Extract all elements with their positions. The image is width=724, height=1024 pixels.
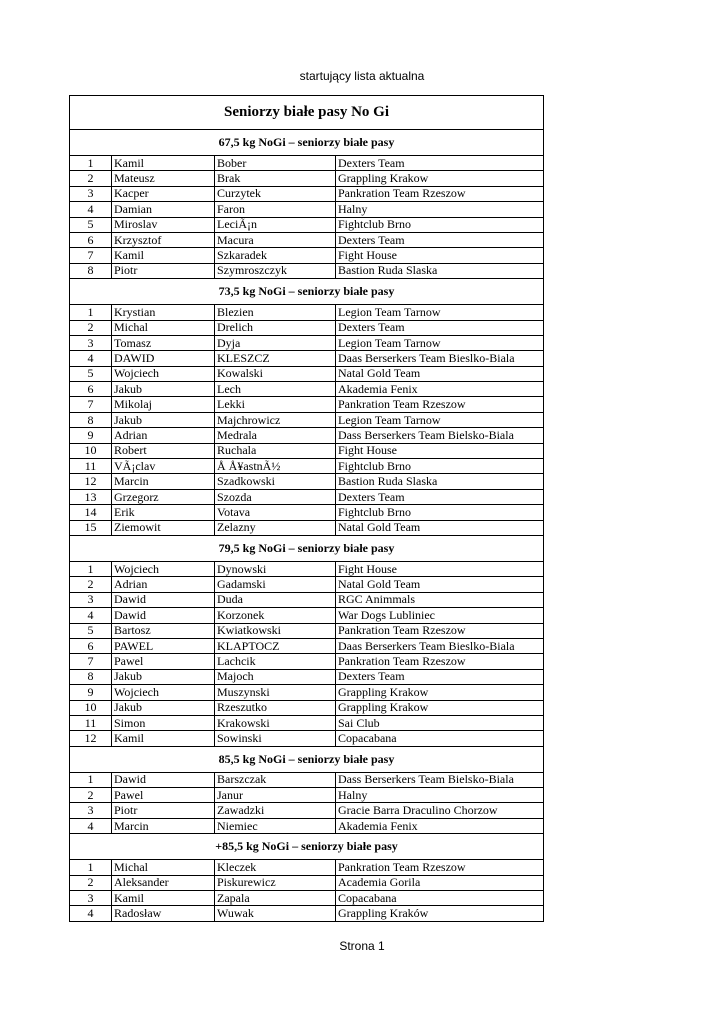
club-name: Legion Team Tarnow (336, 412, 544, 427)
row-number: 7 (70, 248, 112, 263)
club-name: Grappling Krakow (336, 685, 544, 700)
row-number: 2 (70, 320, 112, 335)
last-name: Krakowski (215, 715, 336, 730)
page-header: startujący lista aktualna (299, 69, 425, 83)
last-name: Drelich (215, 320, 336, 335)
first-name: VÃ¡clav (112, 459, 215, 474)
first-name: Marcin (112, 818, 215, 833)
last-name: Lachcik (215, 654, 336, 669)
club-name: Bastion Ruda Slaska (336, 263, 544, 278)
last-name: Barszczak (215, 772, 336, 787)
last-name: Majoch (215, 669, 336, 684)
club-name: Fightclub Brno (336, 459, 544, 474)
table-row (70, 351, 544, 366)
first-name: Simon (112, 715, 215, 730)
last-name: Szadkowski (215, 474, 336, 489)
row-number: 2 (70, 788, 112, 803)
first-name: Marcin (112, 474, 215, 489)
first-name: Erik (112, 505, 215, 520)
club-name: Copacabana (336, 731, 544, 746)
table-row (70, 186, 544, 201)
first-name: Miroslav (112, 217, 215, 232)
table-row (70, 654, 544, 669)
last-name: Gadamski (215, 577, 336, 592)
category-header-row (70, 834, 544, 860)
table-row (70, 202, 544, 217)
table-row (70, 366, 544, 381)
first-name: Damian (112, 202, 215, 217)
club-name: Grappling Krakow (336, 700, 544, 715)
club-name: Dexters Team (336, 156, 544, 171)
club-name: Fight House (336, 561, 544, 576)
club-name: Akademia Fenix (336, 818, 544, 833)
table-row (70, 818, 544, 833)
last-name: Macura (215, 232, 336, 247)
row-number: 2 (70, 875, 112, 890)
last-name: Kowalski (215, 366, 336, 381)
club-name: Dexters Team (336, 489, 544, 504)
table-row (70, 489, 544, 504)
last-name: Zelazny (215, 520, 336, 535)
first-name: Pawel (112, 788, 215, 803)
club-name: Dass Berserkers Team Bielsko-Biala (336, 428, 544, 443)
last-name: Ruchala (215, 443, 336, 458)
table-row (70, 459, 544, 474)
first-name: Jakub (112, 412, 215, 427)
club-name: Dexters Team (336, 320, 544, 335)
row-number: 7 (70, 654, 112, 669)
table-row (70, 638, 544, 653)
table-row (70, 715, 544, 730)
category-header-row (70, 279, 544, 305)
table-row (70, 412, 544, 427)
table-row (70, 788, 544, 803)
club-name: Natal Gold Team (336, 577, 544, 592)
last-name: Korzonek (215, 608, 336, 623)
row-number: 4 (70, 906, 112, 921)
table-row (70, 335, 544, 350)
last-name: Duda (215, 592, 336, 607)
table-row (70, 772, 544, 787)
table-row (70, 171, 544, 186)
first-name: Kamil (112, 156, 215, 171)
last-name: Szozda (215, 489, 336, 504)
last-name: KLAPTOCZ (215, 638, 336, 653)
club-name: Sai Club (336, 715, 544, 730)
first-name: Adrian (112, 428, 215, 443)
page-footer: Strona 1 (339, 939, 385, 953)
last-name: LeciÃ¡n (215, 217, 336, 232)
club-name: Fightclub Brno (336, 505, 544, 520)
club-name: Halny (336, 788, 544, 803)
last-name: Dyja (215, 335, 336, 350)
last-name: Szkaradek (215, 248, 336, 263)
table-title: Seniorzy białe pasy No Gi (70, 96, 544, 130)
category-header-row (70, 535, 544, 561)
first-name: Piotr (112, 263, 215, 278)
table-row (70, 248, 544, 263)
last-name: Bober (215, 156, 336, 171)
club-name: Grappling Kraków (336, 906, 544, 921)
table-row (70, 397, 544, 412)
last-name: Curzytek (215, 186, 336, 201)
row-number: 14 (70, 505, 112, 520)
last-name: Zapala (215, 891, 336, 906)
club-name: Fight House (336, 443, 544, 458)
club-name: Grappling Krakow (336, 171, 544, 186)
table-row (70, 669, 544, 684)
last-name: Piskurewicz (215, 875, 336, 890)
row-number: 13 (70, 489, 112, 504)
first-name: Radosław (112, 906, 215, 921)
row-number: 1 (70, 305, 112, 320)
table-row (70, 428, 544, 443)
row-number: 10 (70, 443, 112, 458)
category-title: 79,5 kg NoGi – seniorzy białe pasy (70, 535, 544, 561)
last-name: KLESZCZ (215, 351, 336, 366)
first-name: Mateusz (112, 171, 215, 186)
roster-table (69, 95, 544, 922)
row-number: 5 (70, 623, 112, 638)
category-title: 67,5 kg NoGi – seniorzy białe pasy (70, 130, 544, 156)
row-number: 8 (70, 669, 112, 684)
first-name: Aleksander (112, 875, 215, 890)
row-number: 8 (70, 412, 112, 427)
row-number: 3 (70, 335, 112, 350)
row-number: 8 (70, 263, 112, 278)
first-name: PAWEL (112, 638, 215, 653)
category-title: 85,5 kg NoGi – seniorzy białe pasy (70, 746, 544, 772)
last-name: Å Å¥astnÃ½ (215, 459, 336, 474)
last-name: Muszynski (215, 685, 336, 700)
club-name: Halny (336, 202, 544, 217)
first-name: Tomasz (112, 335, 215, 350)
row-number: 4 (70, 202, 112, 217)
last-name: Medrala (215, 428, 336, 443)
last-name: Votava (215, 505, 336, 520)
last-name: Kleczek (215, 860, 336, 875)
club-name: Legion Team Tarnow (336, 305, 544, 320)
first-name: Michal (112, 320, 215, 335)
club-name: Dass Berserkers Team Bielsko-Biala (336, 772, 544, 787)
row-number: 5 (70, 217, 112, 232)
category-header-row (70, 130, 544, 156)
first-name: Robert (112, 443, 215, 458)
first-name: Pawel (112, 654, 215, 669)
club-name: Daas Berserkers Team Bieslko-Biala (336, 638, 544, 653)
first-name: Wojciech (112, 561, 215, 576)
last-name: Zawadzki (215, 803, 336, 818)
table-row (70, 623, 544, 638)
club-name: Pankration Team Rzeszow (336, 860, 544, 875)
first-name: Mikolaj (112, 397, 215, 412)
first-name: Jakub (112, 700, 215, 715)
table-row (70, 608, 544, 623)
table-row (70, 232, 544, 247)
table-row (70, 305, 544, 320)
first-name: Dawid (112, 592, 215, 607)
table-row (70, 803, 544, 818)
club-name: Natal Gold Team (336, 366, 544, 381)
table-row (70, 577, 544, 592)
row-number: 9 (70, 685, 112, 700)
first-name: Adrian (112, 577, 215, 592)
club-name: Dexters Team (336, 669, 544, 684)
first-name: Dawid (112, 608, 215, 623)
table-row (70, 685, 544, 700)
row-number: 7 (70, 397, 112, 412)
first-name: Piotr (112, 803, 215, 818)
club-name: Pankration Team Rzeszow (336, 186, 544, 201)
first-name: Grzegorz (112, 489, 215, 504)
row-number: 12 (70, 731, 112, 746)
last-name: Blezien (215, 305, 336, 320)
last-name: Kwiatkowski (215, 623, 336, 638)
category-header-row (70, 746, 544, 772)
row-number: 5 (70, 366, 112, 381)
club-name: Pankration Team Rzeszow (336, 654, 544, 669)
club-name: RGC Animmals (336, 592, 544, 607)
first-name: Krzysztof (112, 232, 215, 247)
first-name: Krystian (112, 305, 215, 320)
first-name: Dawid (112, 772, 215, 787)
table-row (70, 474, 544, 489)
row-number: 1 (70, 860, 112, 875)
club-name: Pankration Team Rzeszow (336, 397, 544, 412)
last-name: Faron (215, 202, 336, 217)
row-number: 10 (70, 700, 112, 715)
club-name: War Dogs Lubliniec (336, 608, 544, 623)
first-name: Michal (112, 860, 215, 875)
row-number: 12 (70, 474, 112, 489)
first-name: Jakub (112, 382, 215, 397)
row-number: 15 (70, 520, 112, 535)
club-name: Pankration Team Rzeszow (336, 623, 544, 638)
last-name: Lech (215, 382, 336, 397)
table-row (70, 731, 544, 746)
club-name: Legion Team Tarnow (336, 335, 544, 350)
category-title: +85,5 kg NoGi – seniorzy białe pasy (70, 834, 544, 860)
table-row (70, 156, 544, 171)
last-name: Janur (215, 788, 336, 803)
table-row (70, 520, 544, 535)
last-name: Dynowski (215, 561, 336, 576)
row-number: 11 (70, 459, 112, 474)
first-name: Ziemowit (112, 520, 215, 535)
last-name: Wuwak (215, 906, 336, 921)
table-row (70, 561, 544, 576)
last-name: Niemiec (215, 818, 336, 833)
first-name: Jakub (112, 669, 215, 684)
table-row (70, 906, 544, 921)
table-row (70, 505, 544, 520)
table-row (70, 700, 544, 715)
last-name: Rzeszutko (215, 700, 336, 715)
row-number: 9 (70, 428, 112, 443)
row-number: 2 (70, 171, 112, 186)
last-name: Majchrowicz (215, 412, 336, 427)
table-row (70, 382, 544, 397)
table-row (70, 592, 544, 607)
club-name: Copacabana (336, 891, 544, 906)
row-number: 6 (70, 382, 112, 397)
club-name: Fightclub Brno (336, 217, 544, 232)
first-name: DAWID (112, 351, 215, 366)
first-name: Kamil (112, 731, 215, 746)
club-name: Natal Gold Team (336, 520, 544, 535)
table-row (70, 443, 544, 458)
table-row (70, 217, 544, 232)
last-name: Szymroszczyk (215, 263, 336, 278)
club-name: Academia Gorila (336, 875, 544, 890)
table-row (70, 860, 544, 875)
table-row (70, 891, 544, 906)
row-number: 1 (70, 772, 112, 787)
first-name: Wojciech (112, 366, 215, 381)
club-name: Fight House (336, 248, 544, 263)
last-name: Sowinski (215, 731, 336, 746)
last-name: Lekki (215, 397, 336, 412)
table-row (70, 320, 544, 335)
first-name: Kacper (112, 186, 215, 201)
first-name: Wojciech (112, 685, 215, 700)
category-title: 73,5 kg NoGi – seniorzy białe pasy (70, 279, 544, 305)
club-name: Gracie Barra Draculino Chorzow (336, 803, 544, 818)
row-number: 1 (70, 561, 112, 576)
first-name: Kamil (112, 248, 215, 263)
row-number: 6 (70, 638, 112, 653)
row-number: 4 (70, 818, 112, 833)
club-name: Akademia Fenix (336, 382, 544, 397)
last-name: Brak (215, 171, 336, 186)
row-number: 2 (70, 577, 112, 592)
row-number: 3 (70, 803, 112, 818)
club-name: Bastion Ruda Slaska (336, 474, 544, 489)
table-row (70, 263, 544, 278)
roster-body (70, 96, 544, 922)
first-name: Kamil (112, 891, 215, 906)
table-row (70, 875, 544, 890)
row-number: 3 (70, 891, 112, 906)
row-number: 6 (70, 232, 112, 247)
club-name: Dexters Team (336, 232, 544, 247)
row-number: 3 (70, 186, 112, 201)
row-number: 4 (70, 608, 112, 623)
first-name: Bartosz (112, 623, 215, 638)
row-number: 4 (70, 351, 112, 366)
row-number: 1 (70, 156, 112, 171)
row-number: 3 (70, 592, 112, 607)
club-name: Daas Berserkers Team Bieslko-Biala (336, 351, 544, 366)
title-row (70, 96, 544, 130)
row-number: 11 (70, 715, 112, 730)
